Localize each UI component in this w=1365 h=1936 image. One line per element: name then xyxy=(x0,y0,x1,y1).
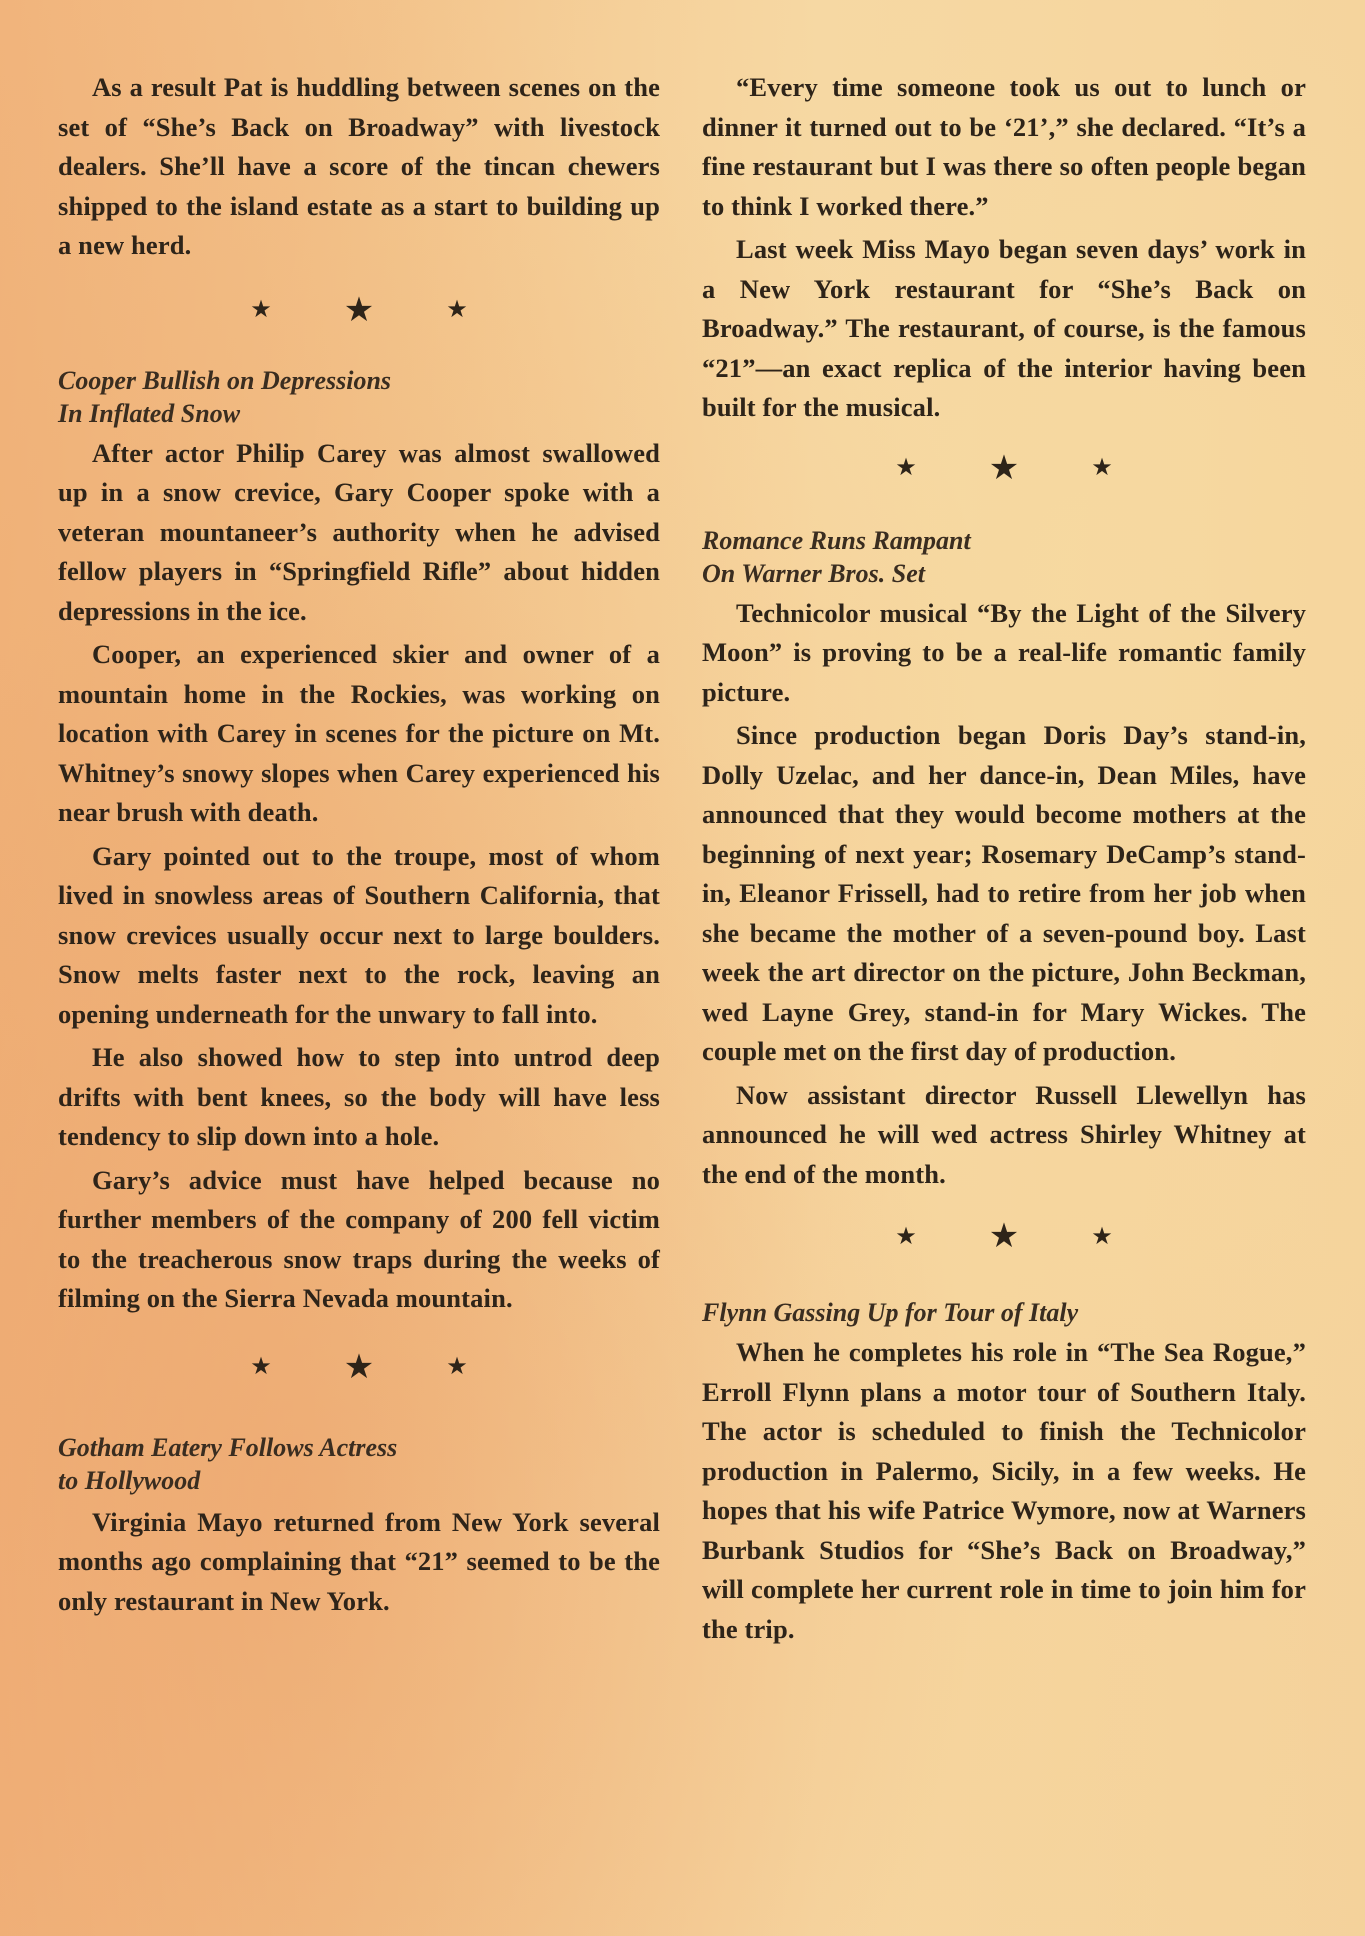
article-paragraph: Gary pointed out to the troupe, most of whom lived in snowless areas of Southern California, that snow crevices usually occur next to large boulders. Snow melts faster next to the rock, leaving an opening underneath for the unwary to fall into. xyxy=(58,840,660,1029)
headline-line: In Inflated Snow xyxy=(58,398,241,428)
article-paragraph: After actor Philip Carey was almost swallowed up in a snow crevice, Gary Cooper spoke with a veteran mountaneer’s authority when he advised fellow players in “Springfield Rifle” about hidden depressions in the ice. xyxy=(58,437,660,626)
headline-line: On Warner Bros. Set xyxy=(702,558,925,588)
star-icon: ★ xyxy=(988,449,1020,487)
headline-gotham xyxy=(58,1431,660,1497)
article-paragraph: Last week Miss Mayo began seven days’ work in a New York restaurant for “She’s Back on Broadway.” The restaurant, of course, is the famous “21”—an exact replica of the interior having been built for the musical. xyxy=(702,234,1306,422)
article-paragraph: “Every time someone took us out to lunch or dinner it turned out to be ‘21’,” she declared. “It’s a fine restaurant but I was there so often people began to think I worked there.” xyxy=(702,72,1306,221)
star-icon: ★ xyxy=(343,1348,375,1386)
article-paragraph: When he completes his role in “The Sea Rogue,” Erroll Flynn plans a motor tour of Southern Italy. The actor is scheduled to finish the Technicolor production in Palermo, Sicily, in a few weeks. He hopes that his wife Patrice Wymore, now at Warners Burbank Studios for “She’s Back on Broadway,” will complete her current role in time to join him for the trip. xyxy=(702,1337,1306,1644)
star-icon: ★ xyxy=(446,297,468,323)
star-icon: ★ xyxy=(988,1218,1020,1255)
headline-line: Romance Runs Rampant xyxy=(702,525,971,555)
headline-romance xyxy=(702,524,1306,590)
headline-line: Flynn Gassing Up for Tour of Italy xyxy=(702,1298,1079,1327)
star-icon: ★ xyxy=(446,1354,468,1380)
right-column xyxy=(702,68,1306,1653)
article-paragraph: Cooper, an experienced skier and owner of a mountain home in the Rockies, was working on location with Carey in scenes for the picture on Mt. Whitney’s snowy slopes when Carey experienced his near brush with death. xyxy=(58,639,660,827)
star-icon: ★ xyxy=(895,1223,917,1250)
star-icon: ★ xyxy=(1091,455,1113,481)
headline-line: Gotham Eatery Follows Actress xyxy=(58,1432,398,1462)
star-icon: ★ xyxy=(250,297,272,323)
headline-cooper xyxy=(58,364,660,430)
section-divider-stars xyxy=(702,448,1306,488)
article-paragraph: He also showed how to step into untrod deep drifts with bent knees, so the body will have less tendency to slip down into a hole. xyxy=(58,1042,660,1151)
section-divider-stars xyxy=(58,1347,660,1387)
headline-line: to Hollywood xyxy=(58,1465,201,1495)
article-paragraph: Gary’s advice must have helped because no further members of the company of 200 fell victim to the treacherous snow traps during the weeks of filming on the Sierra Nevada mountain. xyxy=(58,1164,660,1313)
left-column xyxy=(58,68,660,1625)
section-divider-stars xyxy=(702,1216,1306,1256)
star-icon: ★ xyxy=(343,291,375,329)
article-paragraph: Since production began Doris Day’s stand-in, Dolly Uzelac, and her dance-in, Dean Miles, have announced that they would become mothers at the beginning of next year; Rosemary DeCamp’s stand-in, Eleanor Frissell, had to retire from her job when she became the mother of a seven-pound boy. Last week the art director on the picture, John Beckman, wed Layne Grey, stand-in for Mary Wickes. The couple met on the first day of production. xyxy=(702,720,1306,1066)
article-paragraph: Virginia Mayo returned from New York several months ago complaining that “21” seemed to be the only restaurant in New York. xyxy=(58,1506,660,1616)
article-paragraph: Technicolor musical “By the Light of the Silvery Moon” is proving to be a real-life romantic family picture. xyxy=(702,597,1306,707)
section-divider-stars xyxy=(58,290,660,330)
headline-flynn xyxy=(702,1296,1306,1329)
star-icon: ★ xyxy=(895,455,917,481)
star-icon: ★ xyxy=(250,1354,272,1380)
intro-paragraph: As a result Pat is huddling between scenes on the set of “She’s Back on Broadway” with livestock dealers. She’ll have a score of the tincan chewers shipped to the island estate as a start to building up a new herd. xyxy=(58,72,660,260)
star-icon: ★ xyxy=(1091,1223,1113,1250)
article-paragraph: Now assistant director Russell Llewellyn has announced he will wed actress Shirley Whitney at the end of the month. xyxy=(702,1079,1306,1189)
headline-line: Cooper Bullish on Depressions xyxy=(58,365,392,395)
